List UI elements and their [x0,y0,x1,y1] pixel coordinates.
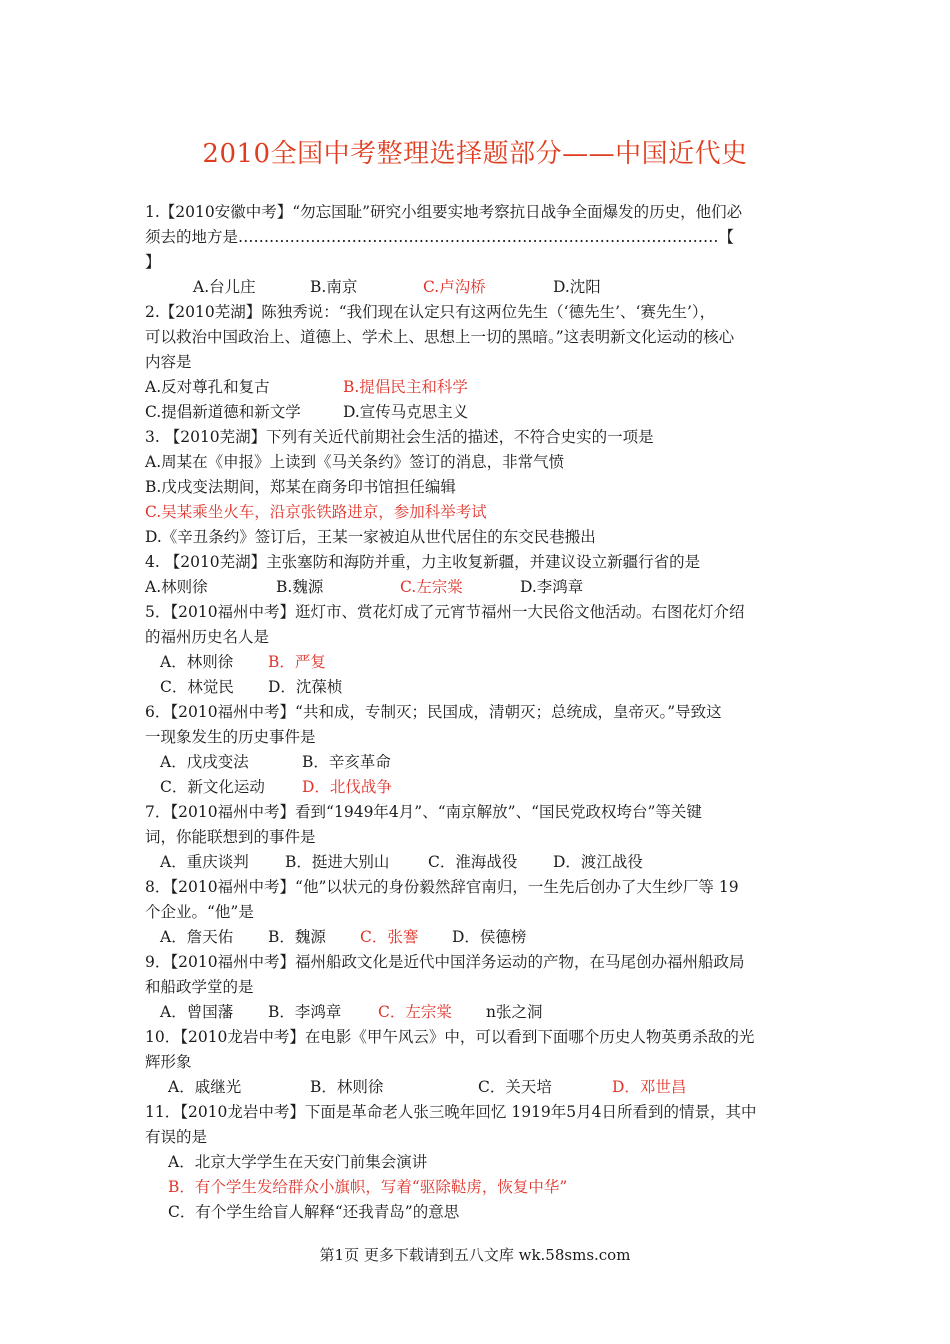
question-10-option-b: B．林则徐 [310,1078,384,1096]
question-10-option-d: D．邓世昌 [612,1078,687,1096]
question-6-line-2: 一现象发生的历史事件是 [145,728,316,746]
question-5-line-2: 的福州历史名人是 [145,628,270,646]
question-9-line-2: 和船政学堂的是 [145,978,254,996]
question-11-line-1: 11．【2010龙岩中考】下面是革命老人张三晚年回忆 1919年5月4日所看到的情景，其中 [145,1103,757,1121]
question-2-line-1: 2.【2010芜湖】陈独秀说：“我们现在认定只有这两位先生（‘德先生’、‘赛先生’）， [145,303,716,321]
question-3-option-a: A.周某在《申报》上读到《马关条约》签订的消息，非常气愤 [145,453,565,471]
question-1-line-2: 须去的地方是…………………………………………………………………………………【 [145,228,735,246]
question-6-option-c: C．新文化运动 [160,778,265,796]
question-1-line-1: 1.【2010安徽中考】“勿忘国耻”研究小组要实地考察抗日战争全面爆发的历史，他们必 [145,203,743,221]
question-5-option-c: C．林觉民 [160,678,234,696]
question-5-option-a: A．林则徐 [160,653,234,671]
question-8-option-b: B．魏源 [268,928,326,946]
question-2-line-2: 可以救治中国政治上、道德上、学术上、思想上一切的黑暗。”这表明新文化运动的核心 [145,328,735,346]
question-2-option-a: A.反对尊孔和复古 [145,378,270,396]
question-10-option-c: C．关天培 [478,1078,552,1096]
question-2-line-3: 内容是 [145,353,192,371]
question-3-option-d: D.《辛丑条约》签订后，王某一家被迫从世代居住的东交民巷搬出 [145,528,596,546]
question-5-line-1: 5．【2010福州中考】逛灯市、赏花灯成了元宵节福州一大民俗文他活动。右图花灯介绍 [145,603,745,621]
question-6-option-a: A．戊戌变法 [160,753,249,771]
question-1-option-b: B.南京 [310,278,358,296]
question-9-option-a: A．曾国藩 [160,1003,234,1021]
question-5-option-b: B．严复 [268,653,326,671]
question-3-line-1: 3. 【2010芜湖】下列有关近代前期社会生活的描述，不符合史实的一项是 [145,428,654,446]
question-7-line-1: 7．【2010福州中考】看到“1949年4月”、“南京解放”、“国民党政权垮台”等关键 [145,803,702,821]
question-9-option-c: C．左宗棠 [378,1003,452,1021]
question-10-option-a: A．戚继光 [168,1078,242,1096]
page-footer: 第1页 更多下载请到五八文库 wk.58sms.com [319,1246,631,1264]
question-10-line-2: 辉形象 [145,1053,192,1071]
question-11-option-a: A．北京大学学生在天安门前集会演讲 [168,1153,428,1171]
question-7-option-a: A．重庆谈判 [160,853,249,871]
question-11-option-b: B．有个学生发给群众小旗帜，写着“驱除鞑虏，恢复中华” [168,1178,568,1196]
question-1-line-3: 】 [145,253,161,271]
question-7-option-b: B．挺进大别山 [285,853,390,871]
question-4-line-1: 4. 【2010芜湖】主张塞防和海防并重，力主收复新疆，并建议设立新疆行省的是 [145,553,701,571]
question-4-option-d: D.李鸿章 [520,578,584,596]
question-1-option-c: C.卢沟桥 [423,278,486,296]
question-9-option-b: B．李鸿章 [268,1003,342,1021]
question-4-option-b: B.魏源 [276,578,324,596]
question-11-line-2: 有误的是 [145,1128,208,1146]
page-title: 2010全国中考整理选择题部分——中国近代史 [202,139,748,169]
question-7-line-2: 词，你能联想到的事件是 [145,828,316,846]
question-2-option-b: B.提倡民主和科学 [343,378,468,396]
question-1-option-a: A.台儿庄 [193,278,256,296]
question-2-option-d: D.宣传马克思主义 [343,403,469,421]
question-8-option-a: A．詹天佑 [160,928,234,946]
question-6-line-1: 6．【2010福州中考】“共和成，专制灭；民国成，清朝灭；总统成，皇帝灭。”导致这 [145,703,722,721]
question-1-option-d: D.沈阳 [553,278,601,296]
question-3-option-c: C.吴某乘坐火车，沿京张铁路进京，参加科举考试 [145,503,487,521]
question-7-option-c: C．淮海战役 [428,853,518,871]
question-4-option-a: A.林则徐 [145,578,208,596]
question-9-option-d: n张之洞 [486,1003,543,1021]
question-2-option-c: C.提倡新道德和新文学 [145,403,301,421]
question-8-option-c: C．张謇 [360,928,419,946]
question-10-line-1: 10．【2010龙岩中考】在电影《甲午风云》中，可以看到下面哪个历史人物英勇杀敌的光 [145,1028,755,1046]
question-4-option-c: C.左宗棠 [400,578,463,596]
question-8-option-d: D．侯德榜 [452,928,527,946]
question-5-option-d: D．沈葆桢 [268,678,343,696]
question-9-line-1: 9．【2010福州中考】福州船政文化是近代中国洋务运动的产物，在马尾创办福州船政局 [145,953,745,971]
question-6-option-b: B．辛亥革命 [302,753,391,771]
question-8-line-1: 8．【2010福州中考】“他”以状元的身份毅然辞官南归，一生先后创办了大生纱厂等 19 [145,878,739,896]
question-3-option-b: B.戊戌变法期间，郑某在商务印书馆担任编辑 [145,478,456,496]
question-11-option-c: C．有个学生给盲人解释“还我青岛”的意思 [168,1203,460,1221]
question-7-option-d: D．渡江战役 [553,853,643,871]
question-6-option-d: D．北伐战争 [302,778,392,796]
question-8-line-2: 个企业。“他”是 [145,903,254,921]
